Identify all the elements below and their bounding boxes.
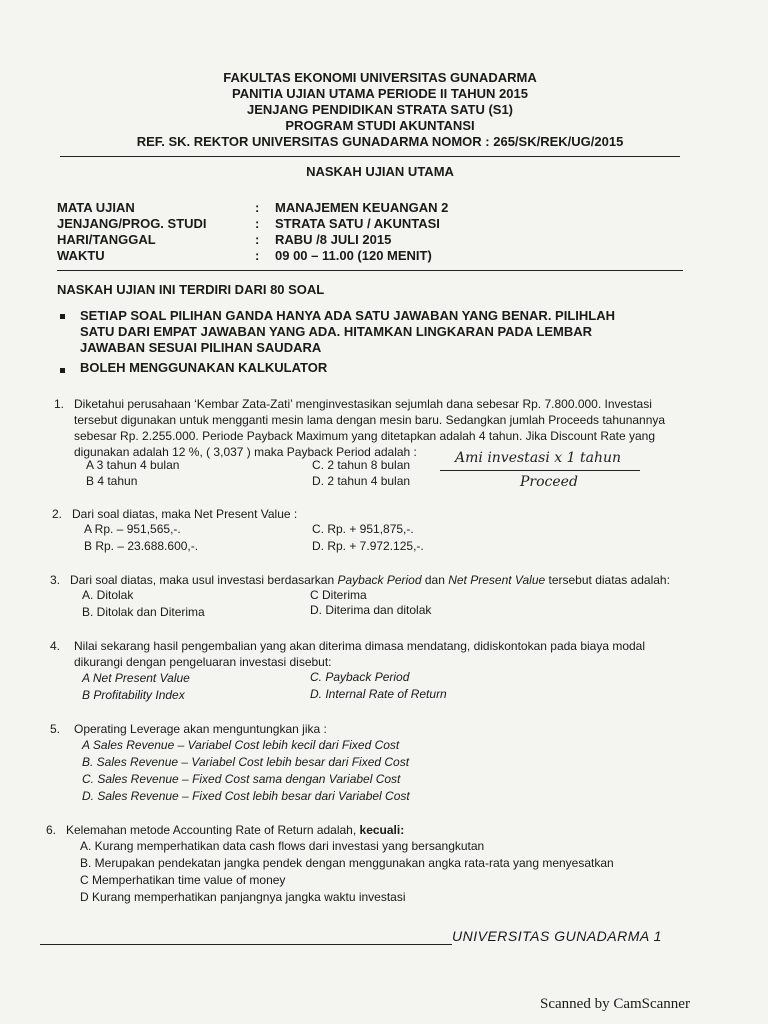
info-colon: : bbox=[255, 232, 260, 247]
info-divider bbox=[57, 270, 683, 271]
question-text-part: tersebut diatas adalah: bbox=[545, 573, 670, 587]
question-text-line: tersebut digunakan untuk mengganti mesin lama dengan mesin baru. Sedangkan jumlah Proceeds tahunannya bbox=[74, 413, 666, 427]
question-text bbox=[70, 572, 670, 588]
question-text-line: Diketahui perusahaan ‘Kembar Zata-Zati’ menginvestasikan sejumlah dana sebesar Rp. 7.800.000. Investasi bbox=[74, 397, 652, 411]
question-text-line: digunakan adalah 12 %, ( 3,037 ) maka Payback Period adalah : bbox=[74, 445, 417, 459]
question-count-note: NASKAH UJIAN INI TERDIRI DARI 80 SOAL bbox=[57, 282, 325, 297]
question-number: 4. bbox=[50, 639, 61, 653]
q6-option-a: A. Kurang memperhatikan data cash flows dari investasi yang bersangkutan bbox=[80, 839, 485, 853]
handwritten-fraction-line bbox=[440, 470, 640, 471]
q4-option-d bbox=[310, 687, 447, 701]
info-key: JENJANG/PROG. STUDI bbox=[57, 216, 207, 231]
footer-divider bbox=[40, 944, 452, 945]
info-value: MANAJEMEN KEUANGAN 2 bbox=[275, 200, 449, 215]
q2-option-a: A Rp. – 951,565,-. bbox=[84, 522, 181, 536]
question-number: 1. bbox=[54, 397, 65, 411]
q1-option-a: A 3 tahun 4 bulan bbox=[86, 458, 180, 472]
q2-option-c: C. Rp. + 951,875,-. bbox=[312, 522, 414, 536]
q4-option-a: A Net Present Value bbox=[82, 671, 190, 685]
q5-option-b: B. Sales Revenue – Variabel Cost lebih besar dari Fixed Cost bbox=[82, 755, 410, 769]
info-key: MATA UJIAN bbox=[57, 200, 135, 215]
option-text: C. Payback Period bbox=[310, 670, 410, 684]
question-text: Dari soal diatas, maka Net Present Value : bbox=[72, 507, 298, 521]
option-text: D. Internal Rate of Return bbox=[310, 687, 447, 701]
q6-option-c: C Memperhatikan time value of money bbox=[80, 873, 286, 887]
info-key: WAKTU bbox=[57, 248, 105, 263]
q6-option-d: D Kurang memperhatikan panjangnya jangka waktu investasi bbox=[80, 890, 406, 904]
q4-option-c bbox=[310, 670, 409, 684]
question-number: 2. bbox=[52, 507, 63, 521]
q3-option-c: C Diterima bbox=[310, 588, 367, 602]
header-reference: REF. SK. REKTOR UNIVERSITAS GUNADARMA NOMOR : 265/SK/REK/UG/2015 bbox=[136, 134, 624, 149]
q3-option-d: D. Diterima dan ditolak bbox=[310, 603, 432, 617]
info-value: STRATA SATU / AKUNTASI bbox=[275, 216, 440, 231]
question-number: 5. bbox=[50, 722, 61, 736]
q3-option-a: A. Ditolak bbox=[82, 588, 134, 602]
q1-option-c: C. 2 tahun 8 bulan bbox=[312, 458, 411, 472]
q4-option-b: B Profitability Index bbox=[82, 688, 185, 702]
scanner-watermark: Scanned by CamScanner bbox=[540, 996, 690, 1012]
q2-option-b: B Rp. – 23.688.600,-. bbox=[84, 539, 199, 553]
question-text-line: dikurangi dengan pengeluaran investasi disebut: bbox=[74, 655, 332, 669]
rule-1-line-1: SETIAP SOAL PILIHAN GANDA HANYA ADA SATU JAWABAN YANG BENAR. PILIHLAH bbox=[80, 308, 615, 323]
question-emphasis: kecuali: bbox=[359, 823, 405, 837]
question-text bbox=[66, 822, 404, 838]
header-program: PROGRAM STUDI AKUNTANSI bbox=[285, 118, 475, 133]
info-colon: : bbox=[255, 200, 260, 215]
q3-option-b: B. Ditolak dan Diterima bbox=[82, 605, 205, 619]
q6-option-b: B. Merupakan pendekatan jangka pendek dengan menggunakan angka rata-rata yang menyesatkan bbox=[80, 856, 614, 870]
q5-option-c: C. Sales Revenue – Fixed Cost sama dengan Variabel Cost bbox=[82, 772, 401, 786]
info-value: 09 00 – 11.00 (120 MENIT) bbox=[275, 248, 432, 263]
handwritten-note-numerator: Ami investasi x 1 tahun bbox=[455, 450, 621, 466]
question-text-line: Nilai sekarang hasil pengembalian yang akan diterima dimasa mendatang, didiskontokan pada biaya modal bbox=[74, 639, 646, 653]
info-colon: : bbox=[255, 248, 260, 263]
question-number: 3. bbox=[50, 573, 61, 587]
header-divider bbox=[60, 156, 680, 157]
header-faculty: FAKULTAS EKONOMI UNIVERSITAS GUNADARMA bbox=[223, 70, 537, 85]
handwritten-note-denominator: Proceed bbox=[520, 474, 578, 490]
q5-option-d: D. Sales Revenue – Fixed Cost lebih besar dari Variabel Cost bbox=[82, 789, 410, 803]
q2-option-d: D. Rp. + 7.972.125,-. bbox=[312, 539, 424, 553]
question-text-part: Kelemahan metode Accounting Rate of Return adalah, bbox=[66, 823, 360, 837]
q1-option-b: B 4 tahun bbox=[86, 474, 138, 488]
footer-university-page: UNIVERSITAS GUNADARMA 1 bbox=[452, 928, 662, 944]
question-text-part: dan bbox=[421, 573, 449, 587]
q1-option-d: D. 2 tahun 4 bulan bbox=[312, 474, 411, 488]
rule-2: BOLEH MENGGUNAKAN KALKULATOR bbox=[80, 360, 328, 375]
rule-1-line-2: SATU DARI EMPAT JAWABAN YANG ADA. HITAMKAN LINGKARAN PADA LEMBAR bbox=[80, 324, 593, 339]
question-text-part: Dari soal diatas, maka usul investasi berdasarkan bbox=[70, 573, 338, 587]
question-text-line: sebesar Rp. 2.255.000. Periode Payback Maximum yang ditetapkan adalah 4 tahun. Jika Discount Rate yang bbox=[74, 429, 656, 443]
q5-option-a: A Sales Revenue – Variabel Cost lebih kecil dari Fixed Cost bbox=[82, 738, 400, 752]
question-term: Payback Period bbox=[337, 573, 422, 587]
bullet-icon bbox=[60, 368, 65, 373]
info-value: RABU /8 JULI 2015 bbox=[275, 232, 392, 247]
question-number: 6. bbox=[46, 823, 57, 837]
exam-title: NASKAH UJIAN UTAMA bbox=[306, 164, 454, 179]
question-term: Net Present Value bbox=[448, 573, 546, 587]
question-text: Operating Leverage akan menguntungkan jika : bbox=[74, 722, 327, 736]
header-committee: PANITIA UJIAN UTAMA PERIODE II TAHUN 2015 bbox=[232, 86, 528, 101]
info-key: HARI/TANGGAL bbox=[57, 232, 156, 247]
header-level: JENJANG PENDIDIKAN STRATA SATU (S1) bbox=[246, 102, 514, 117]
info-colon: : bbox=[255, 216, 260, 231]
rule-1-line-3: JAWABAN SESUAI PILIHAN SAUDARA bbox=[80, 340, 322, 355]
bullet-icon bbox=[60, 314, 65, 319]
